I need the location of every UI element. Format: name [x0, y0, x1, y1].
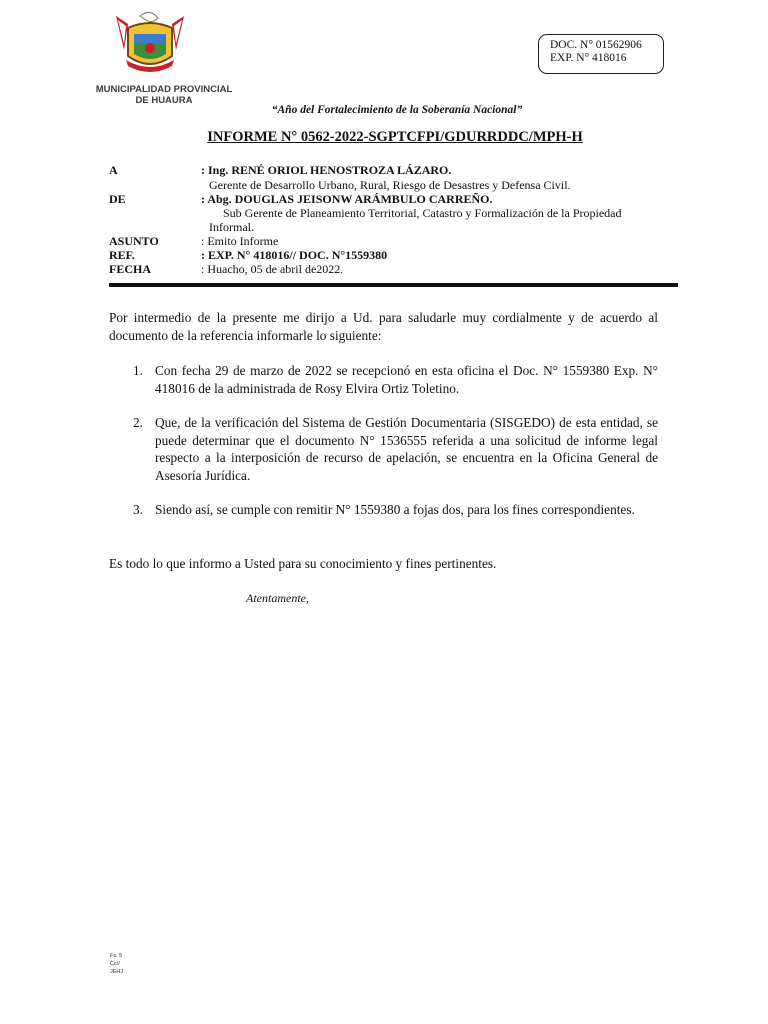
municipality-name-line2: DE HUAURA [135, 95, 193, 106]
list-item-number: 3. [133, 502, 143, 517]
municipality-name [88, 84, 240, 106]
field-fecha-value: : Huacho, 05 de abril de2022. [201, 262, 344, 276]
list-item-text: Con fecha 29 de marzo de 2022 se recepcionó en esta oficina el Doc. N° 1559380 Exp. N° 418016 de la administrada de Rosy Elvira Ortiz Toletino. [155, 363, 658, 396]
list-item-number: 1. [133, 363, 143, 378]
list-item-text: Que, de la verificación del Sistema de Gestión Documentaria (SISGEDO) de esta entidad, se puede determinar que el documento N° 1536555 referida a una solicitud de informe legal respecto a la interposición de recurso de apelación, se encuentra en la Oficina General de Asesoría Jurídica. [155, 415, 658, 483]
field-a-subtitle: Gerente de Desarrollo Urbano, Rural, Riesgo de Desastres y Defensa Civil. [209, 178, 571, 192]
closing-salutation: Atentamente, [246, 591, 309, 605]
footer-line-1: Fs. 5 [110, 953, 123, 959]
municipality-coat-of-arms-logo [112, 10, 188, 76]
field-fecha-label: FECHA [109, 262, 151, 276]
field-a-label: A [109, 163, 118, 177]
field-asunto-label: ASUNTO [109, 234, 159, 248]
field-ref-label: REF. [109, 248, 135, 262]
footer-line-2: Cc// [110, 961, 120, 967]
year-motto: “Año del Fortalecimiento de la Soberanía Nacional” [271, 104, 523, 116]
list-item [109, 362, 658, 397]
list-item-text: Siendo así, se cumple con remitir N° 1559380 a fojas dos, para los fines correspondientes. [155, 502, 635, 517]
report-title: INFORME N° 0562-2022-SGPTCFPI/GDURRDDC/MPH-H [207, 129, 583, 145]
field-a-value: : Ing. RENÉ ORIOL HENOSTROZA LÁZARO. [201, 163, 452, 177]
header-divider [109, 283, 678, 287]
list-item [109, 414, 658, 484]
field-ref-value: : EXP. N° 418016// DOC. N°1559380 [201, 248, 388, 262]
footer-line-3: JEHJ [110, 969, 124, 975]
conclusion-paragraph: Es todo lo que informo a Usted para su conocimiento y fines pertinentes. [109, 556, 497, 571]
list-item [109, 501, 658, 519]
intro-paragraph: Por intermedio de la presente me dirijo a Ud. para saludarle muy cordialmente y de acuerdo al documento de la referencia informarle lo siguiente: [109, 310, 658, 343]
list-item-number: 2. [133, 415, 143, 430]
document-reference-box [538, 34, 664, 74]
field-de-value: : Abg. DOUGLAS JEISONW ARÁMBULO CARREÑO. [201, 192, 493, 206]
municipality-name-line1: MUNICIPALIDAD PROVINCIAL [95, 84, 233, 95]
field-de-label: DE [109, 192, 126, 206]
field-de-subtitle-1: Sub Gerente de Planeamiento Territorial, Catastro y Formalización de la Propiedad [223, 206, 622, 220]
footer-initials [110, 952, 123, 976]
exp-number: EXP. N° 418016 [550, 52, 627, 64]
field-de-subtitle-2: Informal. [209, 220, 254, 234]
field-asunto-value: : Emito Informe [201, 234, 279, 248]
doc-number: DOC. N° 01562906 [550, 39, 642, 51]
